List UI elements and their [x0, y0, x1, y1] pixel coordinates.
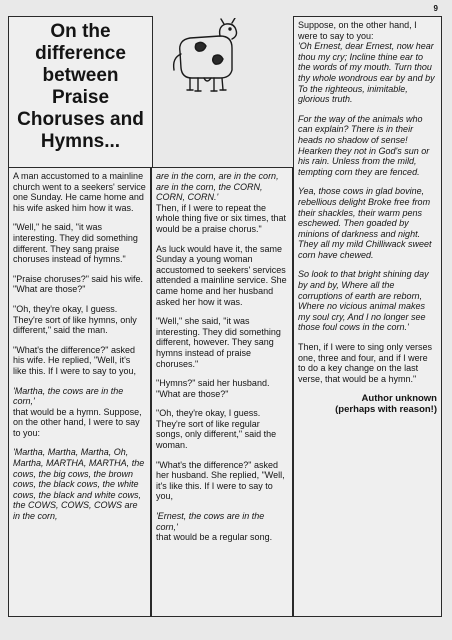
title-box	[8, 16, 153, 169]
paragraph: 'Ernest, the cows are in the corn,'	[156, 511, 265, 532]
author-note: (perhaps with reason!)	[335, 404, 437, 416]
paragraph: "Hymns?" said her husband. "What are those?"	[156, 378, 270, 399]
paragraph: So look to that bright shining day by and by, Where all the corruptions of earth are reborn, Where no vicious animal makes my soul cry, And I no longer see those foul cows in the corn.'	[298, 269, 429, 333]
paragraph: "Well," he said, "it was interesting. They did something different. They sang praise choruses instead of hymns."	[13, 222, 138, 265]
paragraph: For the way of the animals who can explain? There is in their heads no shadow of sense! Hearken they not in God's sun or his rain. Unless from the mild, tempting corn they are fenced.	[298, 113, 430, 177]
paragraph: "What's the difference?" asked his wife. He replied, "Well, it's like this. If I were to say to you,	[13, 344, 137, 376]
column-2	[151, 167, 293, 617]
paragraph: Suppose, on the other hand, I were to say to you:	[298, 20, 417, 41]
article-title: On the difference between Praise Choruses and Hymns...	[17, 21, 144, 152]
cow-illustration	[168, 18, 244, 96]
paragraph: are in the corn, are in the corn, are in the corn, the CORN, CORN, CORN.'	[156, 171, 279, 203]
paragraph: "Oh, they're okay, I guess. They're sort of like hymns, only different," said the man.	[13, 303, 137, 336]
column-3	[293, 16, 442, 617]
paragraph: "Well," she said, "it was interesting. They did something different, however. They sang hymns instead of praise choruses."	[156, 316, 281, 369]
paragraph: 'Martha, Martha, Martha, Oh, Martha, MARTHA, MARTHA, the cows, the big cows, the brown cows, the black cows, the white cows, the black and white cows, the COWS, COWS, COWS are in the corn,	[13, 447, 145, 522]
paragraph: As luck would have it, the same Sunday a young woman accustomed to seekers' services attended a mainline service. She came home and her husband asked her how it was.	[156, 243, 287, 307]
paragraph: Then, if I were to sing only verses one, three and four, and if I were to do a key change on the last verse, that would be a hymn."	[298, 342, 433, 384]
paragraph: "Praise choruses?" said his wife. "What are those?"	[13, 273, 143, 295]
paragraph: "What's the difference?" asked her husband. She replied, "Well, it's like this. If I were to say to you,	[156, 459, 285, 502]
paragraph: 'Martha, the cows are in the corn,'	[13, 385, 124, 407]
paragraph: that would be a hymn. Suppose, on the other hand, I were to say to you:	[13, 406, 142, 438]
paragraph: Then, if I were to repeat the whole thing five or six times, that would be a praise chorus."	[156, 202, 287, 234]
paragraph: Yea, those cows in glad bovine, rebellious delight Broke free from their shackles, their warm pens eschewed. Then goaded by minions of darkness and night. They all my mild Chilliwack sweet corn have chewed.	[298, 186, 432, 260]
paragraph: A man accustomed to a mainline church went to a seekers' service one Sunday. He came home and his wife asked him how it was.	[13, 171, 146, 213]
paragraph: "Oh, they're okay, I guess. They're sort of like regular songs, only different," said the woman.	[156, 408, 277, 451]
paragraph: 'Oh Ernest, dear Ernest, now hear thou my cry; Incline thine ear to the words of my mouth. Turn thou thy whole wondrous ear by and by To the righteous, inimitable, glorious truth.	[298, 41, 435, 105]
page-number: 9	[433, 4, 438, 13]
paragraph: that would be a regular song.	[156, 532, 273, 543]
author-credit: Author unknown	[361, 393, 437, 405]
column-1	[8, 167, 151, 617]
